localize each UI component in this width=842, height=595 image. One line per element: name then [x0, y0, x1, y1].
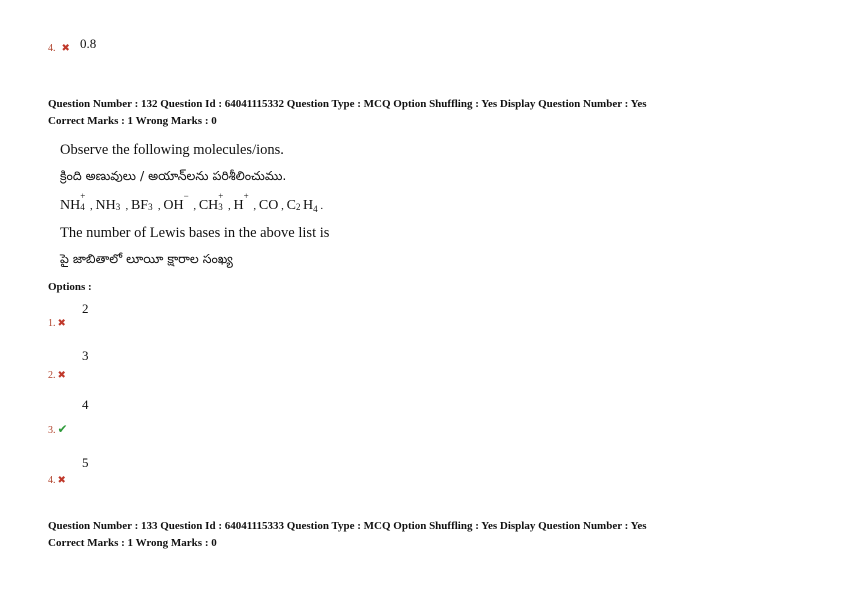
option-number: 2. — [48, 370, 56, 381]
option-marker — [48, 313, 66, 331]
next-question-meta-line2: Correct Marks : 1 Wrong Marks : 0 — [48, 537, 217, 549]
option-number: 3. — [48, 425, 56, 436]
question-text-english-2: The number of Lewis bases in the above list is — [60, 225, 330, 241]
option-number: 1. — [48, 318, 56, 329]
wrong-mark-icon: ✖ — [57, 318, 66, 329]
option-value: 5 — [82, 455, 89, 470]
option-number: 4. — [48, 43, 56, 54]
correct-check-icon: ✔ — [57, 422, 68, 436]
wrong-mark-icon: ✖ — [61, 43, 70, 54]
wrong-mark-icon: ✖ — [57, 475, 66, 486]
question-text-telugu: క్రింది అణువులు / అయాన్‌లను పరిశీలించుము. — [60, 168, 287, 183]
next-question-meta-line1: Question Number : 133 Question Id : 64041115333 Question Type : MCQ Option Shuffling : Yes Display Question Number : Yes — [48, 520, 647, 532]
species-item: BF 3 — [130, 198, 153, 213]
option-marker — [48, 365, 66, 383]
species-item: OH − — [163, 191, 189, 213]
question-text-telugu-2: పై జాబితాలో లూయీ క్షారాల సంఖ్య — [60, 251, 233, 266]
question-meta-line2: Correct Marks : 1 Wrong Marks : 0 — [48, 115, 217, 127]
option-marker — [48, 470, 66, 488]
option-number: 4. — [48, 475, 56, 486]
species-list: NH + 4 , NH 3 , BF 3 , OH − , CH + 3 , H + , CO , C 2 $H_4$ . — [60, 191, 324, 214]
prev-option — [48, 38, 70, 56]
option-marker — [48, 420, 68, 438]
options-label: Options : — [48, 281, 92, 293]
prev-option-value: 0.8 — [80, 36, 97, 51]
species-item: CO — [258, 198, 279, 213]
option-value: 4 — [82, 397, 89, 412]
question-text-english: Observe the following molecules/ions. — [60, 142, 284, 158]
option-value: 3 — [82, 348, 89, 363]
species-item: NH 3 — [95, 198, 121, 213]
wrong-mark-icon: ✖ — [57, 370, 66, 381]
question-meta-line1: Question Number : 132 Question Id : 64041115332 Question Type : MCQ Option Shuffling : Yes Display Question Number : Yes — [48, 98, 647, 110]
species-item: NH + 4 — [60, 191, 86, 213]
species-item: CH + 3 — [198, 191, 224, 213]
species-item: H + — [233, 191, 249, 213]
species-item: C 2 $H_4$ — [286, 198, 318, 214]
option-value: 2 — [82, 301, 89, 316]
